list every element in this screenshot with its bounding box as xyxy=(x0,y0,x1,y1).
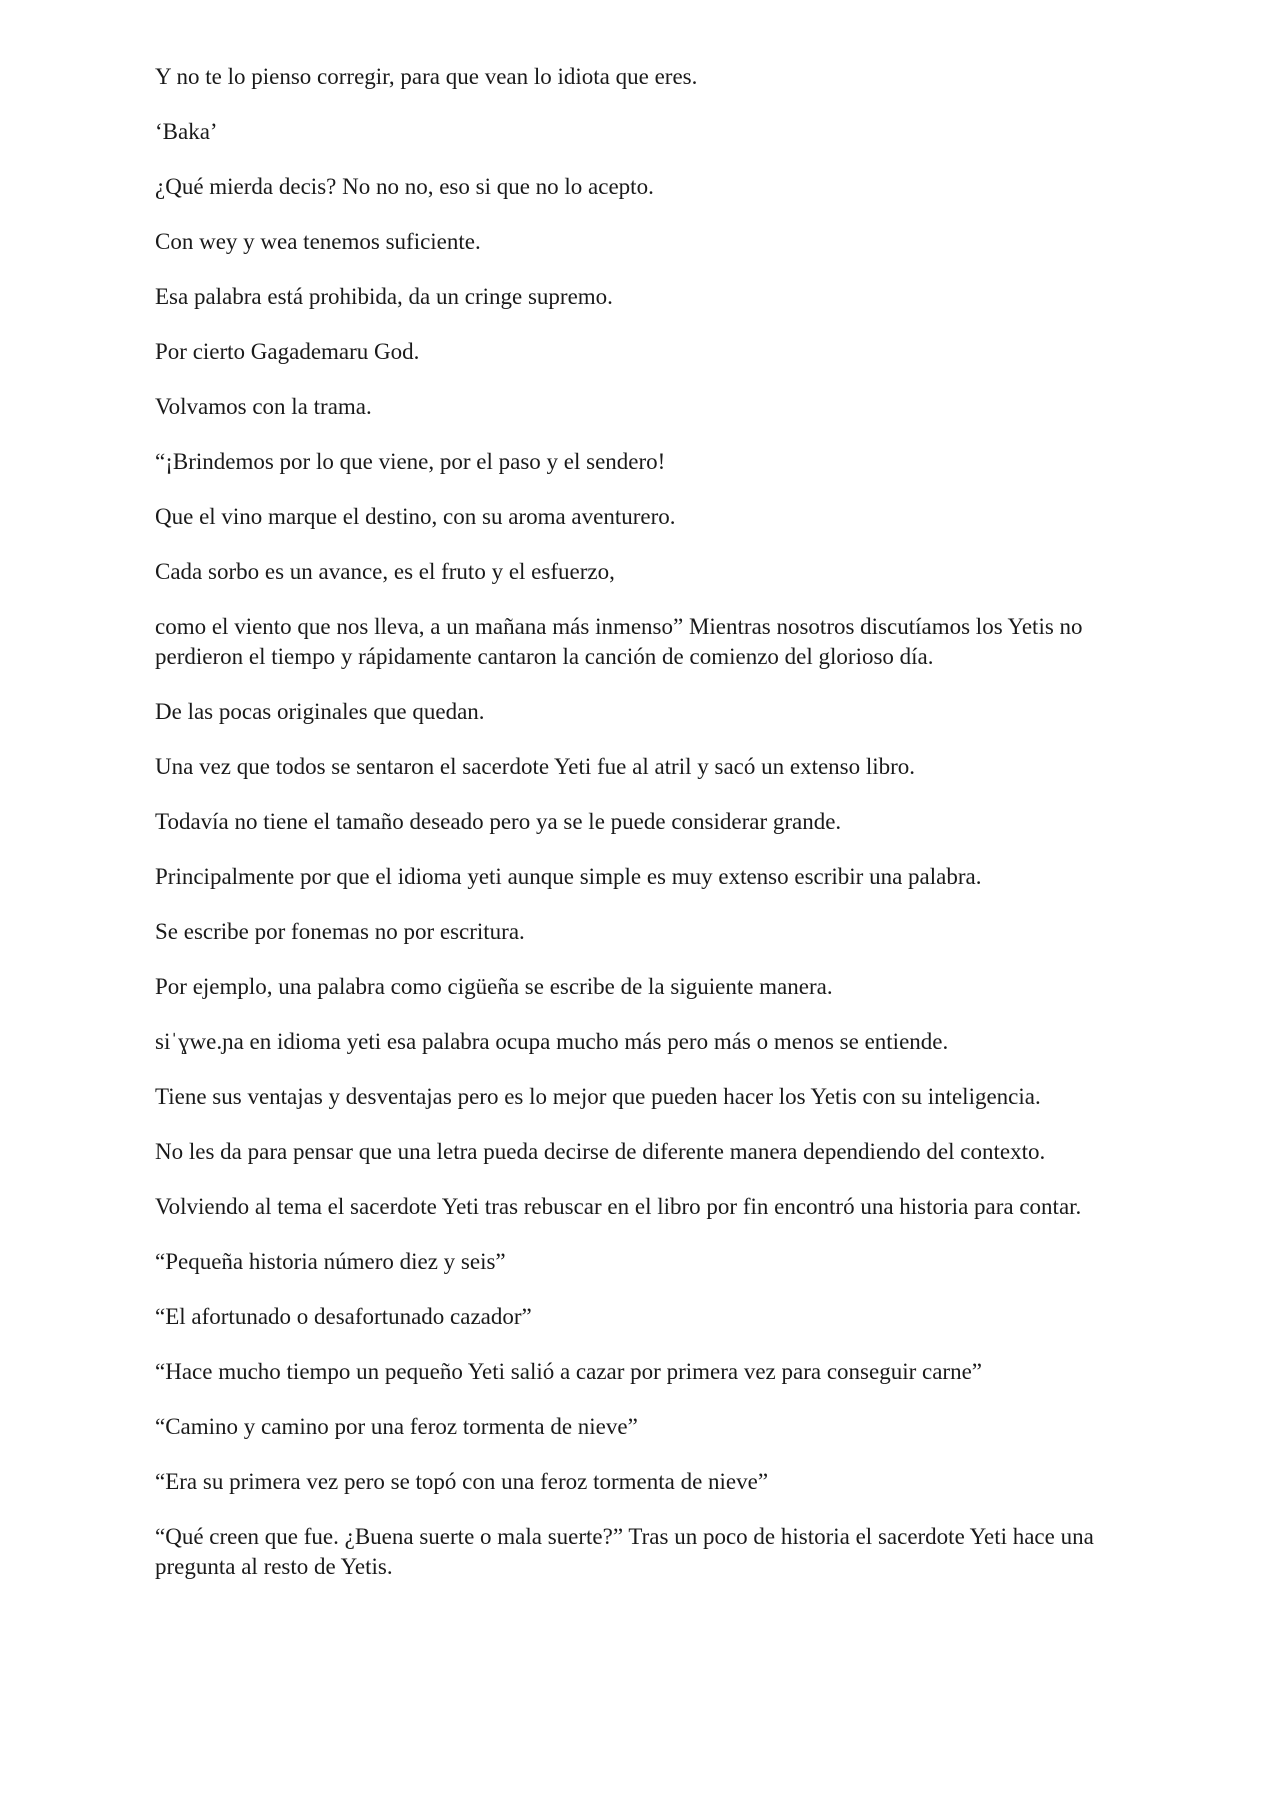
paragraph: Una vez que todos se sentaron el sacerdote Yeti fue al atril y sacó un extenso libro. xyxy=(155,754,916,779)
paragraph: Cada sorbo es un avance, es el fruto y el esfuerzo, xyxy=(155,559,615,584)
paragraph: Tiene sus ventajas y desventajas pero es lo mejor que pueden hacer los Yetis con su inteligencia. xyxy=(155,1084,1041,1109)
paragraph: No les da para pensar que una letra pueda decirse de diferente manera dependiendo del contexto. xyxy=(155,1139,1046,1164)
paragraph: Principalmente por que el idioma yeti aunque simple es muy extenso escribir una palabra. xyxy=(155,864,982,889)
paragraph: De las pocas originales que quedan. xyxy=(155,699,485,724)
paragraph: Se escribe por fonemas no por escritura. xyxy=(155,919,525,944)
paragraph: “Camino y camino por una feroz tormenta de nieve” xyxy=(155,1414,638,1439)
paragraph: “¡Brindemos por lo que viene, por el paso y el sendero! xyxy=(155,449,666,474)
document-body xyxy=(155,62,1135,1607)
paragraph: “Pequeña historia número diez y seis” xyxy=(155,1249,506,1274)
paragraph: Todavía no tiene el tamaño deseado pero ya se le puede considerar grande. xyxy=(155,809,842,834)
paragraph: Volvamos con la trama. xyxy=(155,394,372,419)
paragraph: como el viento que nos lleva, a un mañana más inmenso” Mientras nosotros discutíamos los Yetis no perdieron el tiempo y rápidamente cantaron la canción de comienzo del glorioso día. xyxy=(155,614,1083,669)
paragraph: Esa palabra está prohibida, da un cringe supremo. xyxy=(155,284,613,309)
paragraph: Volviendo al tema el sacerdote Yeti tras rebuscar en el libro por fin encontró una historia para contar. xyxy=(155,1194,1082,1219)
paragraph: “Qué creen que fue. ¿Buena suerte o mala suerte?” Tras un poco de historia el sacerdote Yeti hace una pregunta al resto de Yetis. xyxy=(155,1524,1094,1579)
paragraph: Que el vino marque el destino, con su aroma aventurero. xyxy=(155,504,676,529)
paragraph: ¿Qué mierda decis? No no no, eso si que no lo acepto. xyxy=(155,174,654,199)
paragraph: Por cierto Gagademaru God. xyxy=(155,339,420,364)
paragraph: Con wey y wea tenemos suficiente. xyxy=(155,229,481,254)
paragraph: Y no te lo pienso corregir, para que vean lo idiota que eres. xyxy=(155,64,698,89)
paragraph: ‘Baka’ xyxy=(155,119,218,144)
paragraph: “El afortunado o desafortunado cazador” xyxy=(155,1304,532,1329)
paragraph: siˈɣwe.ɲa en idioma yeti esa palabra ocupa mucho más pero más o menos se entiende. xyxy=(155,1029,949,1054)
paragraph: “Era su primera vez pero se topó con una feroz tormenta de nieve” xyxy=(155,1469,769,1494)
paragraph: Por ejemplo, una palabra como cigüeña se escribe de la siguiente manera. xyxy=(155,974,833,999)
paragraph: “Hace mucho tiempo un pequeño Yeti salió a cazar por primera vez para conseguir carne” xyxy=(155,1359,983,1384)
